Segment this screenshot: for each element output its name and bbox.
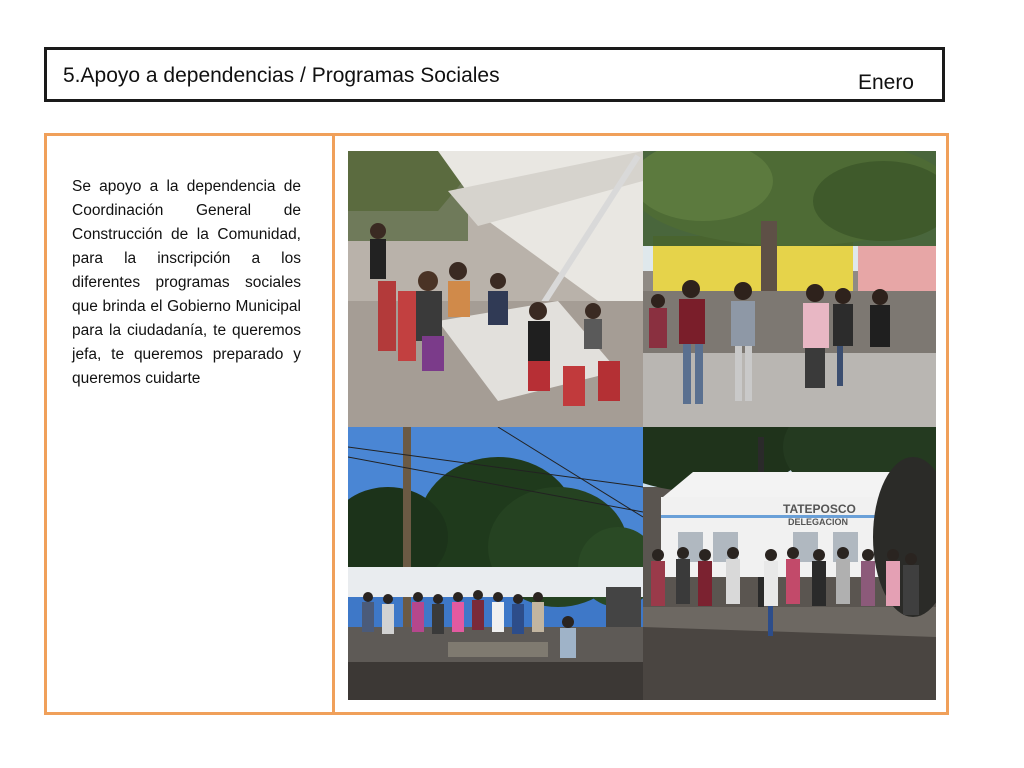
building-sign-line2: DELEGACION [788, 517, 849, 527]
building-sign-line1: TATEPOSCO [783, 502, 856, 516]
photo-plaza-queue [643, 151, 936, 427]
photo-panel [332, 133, 949, 715]
photo-registration-tent [348, 151, 643, 427]
photo-street-crowd [348, 427, 643, 700]
description-panel [44, 133, 336, 715]
slide-title: 5.Apoyo a dependencias / Programas Sociales [63, 64, 500, 87]
title-box [44, 47, 945, 102]
month-label: Enero [857, 71, 914, 94]
description-text: Se apoyo a la dependencia de Coordinación General de Construcción de la Comunidad, para la inscripción a los diferentes programas sociales que brinda el Gobierno Municipal para la ciudadanía, te queremos jefa, te queremos preparado y queremos cuidarte [72, 178, 301, 387]
photo-delegacion-building [643, 427, 936, 700]
